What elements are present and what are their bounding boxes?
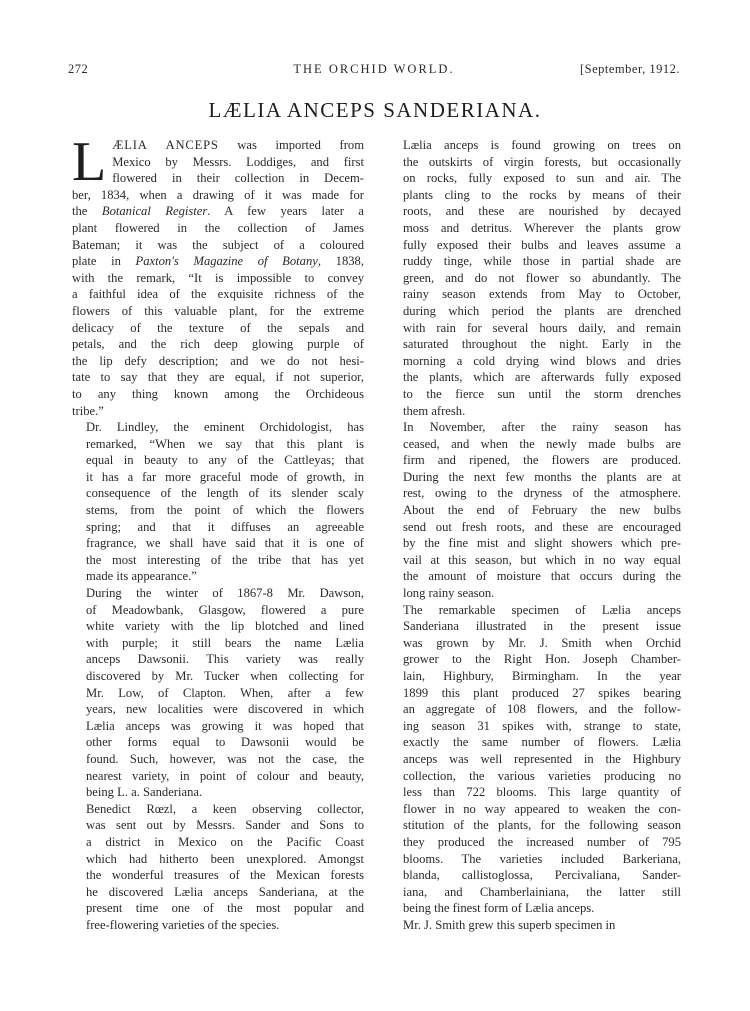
text-line xyxy=(389,900,681,917)
text-run: iana, and Chamberlainiana, the latter still xyxy=(403,884,681,899)
text-line xyxy=(389,253,681,270)
text-run: found. Such, however, was not the case, the xyxy=(86,751,364,766)
text-line xyxy=(72,436,364,453)
text-line xyxy=(389,651,681,668)
text-line xyxy=(72,851,364,868)
text-run: In November, after the rainy season has xyxy=(403,420,681,435)
text-run: . A few years later a xyxy=(207,204,364,219)
text-line xyxy=(72,585,364,602)
text-run: rest, owing to the dryness of the atmosphere. xyxy=(403,486,681,501)
right-column xyxy=(389,137,681,934)
text-run: exactly the same number of flowers. Lælia xyxy=(403,735,681,750)
text-run: lain, Highbury, Birmingham. In the year xyxy=(403,669,681,683)
text-run: Sanderiana illustrated in the present issue xyxy=(403,619,681,634)
text-run: fragrance, we shall have said that it is one of xyxy=(86,536,364,551)
text-run: anceps Dawsonii. This variety was really xyxy=(86,652,364,667)
text-line xyxy=(72,220,364,237)
text-line xyxy=(389,718,681,735)
left-column xyxy=(72,131,365,934)
text-line xyxy=(389,602,681,619)
text-line xyxy=(72,734,364,751)
text-run: they produced the increased number of 795 xyxy=(403,834,681,849)
text-run: 1899 this plant produced 27 spikes bearing xyxy=(403,685,681,700)
text-run: nearest variety, in point of colour and beauty, xyxy=(86,768,364,783)
text-line xyxy=(389,170,681,187)
text-line xyxy=(72,336,364,353)
text-line xyxy=(72,768,364,785)
text-line xyxy=(72,801,364,818)
text-run: Lælia anceps was growing it was hoped that xyxy=(86,718,364,733)
text-run: tribe.” xyxy=(72,403,104,418)
running-head xyxy=(68,62,680,80)
text-line xyxy=(389,701,681,718)
text-line xyxy=(72,303,364,320)
text-run: Botanical Register xyxy=(101,204,208,219)
text-line xyxy=(389,734,681,751)
text-line xyxy=(389,635,681,652)
text-run: other forms equal to Dawsonii would be xyxy=(86,735,364,750)
text-line xyxy=(389,203,681,220)
text-run: with purple; it still bears the name Lælia xyxy=(86,635,364,650)
text-line xyxy=(72,369,364,386)
text-run: flowers of this valuable plant, for the extreme xyxy=(72,303,364,318)
paragraph xyxy=(389,419,681,602)
text-run: roots, and these are nourished by decayed xyxy=(403,204,681,219)
text-run: collection, the various varieties producing no xyxy=(403,768,681,783)
text-line xyxy=(389,519,681,536)
text-line xyxy=(389,419,681,436)
text-line xyxy=(389,685,681,702)
text-run: remarked, “When we say that this plant is xyxy=(86,436,364,451)
text-line xyxy=(72,568,364,585)
text-line xyxy=(389,436,681,453)
text-line xyxy=(389,834,681,851)
text-line xyxy=(72,469,364,486)
text-line xyxy=(72,651,364,668)
text-run: plants cling to the rocks by means of their xyxy=(403,187,681,202)
text-run: on rocks, fully exposed to sun and air. The xyxy=(403,171,681,186)
text-line xyxy=(72,419,364,436)
text-line xyxy=(389,751,681,768)
drop-cap: L xyxy=(72,131,107,193)
text-line xyxy=(389,784,681,801)
text-line xyxy=(389,867,681,884)
text-line xyxy=(72,867,364,884)
text-run: plate in xyxy=(72,254,136,269)
text-run: Dr. Lindley, the eminent Orchidologist, has xyxy=(86,420,364,435)
text-line xyxy=(72,170,364,187)
text-line xyxy=(389,303,681,320)
text-run: to any thing known among the Orchideous xyxy=(72,386,364,401)
article-title: LÆLIA ANCEPS SANDERIANA. xyxy=(208,98,542,122)
text-line xyxy=(72,784,364,801)
text-run: the plants, which are afterwards fully exposed xyxy=(403,370,681,385)
text-line xyxy=(389,801,681,818)
text-run: a faithful idea of the exquisite richness of the xyxy=(72,287,364,302)
text-line xyxy=(72,137,364,154)
text-line xyxy=(389,851,681,868)
text-line xyxy=(72,552,364,569)
text-run: During the winter of 1867-8 Mr. Dawson, xyxy=(86,586,364,601)
text-run: spring; and that it diffuses an agreeable xyxy=(86,519,364,534)
text-run: flowered in their collection in Decem- xyxy=(112,171,364,186)
text-run: being L. a. Sanderiana. xyxy=(86,785,203,800)
text-run: ÆLIA ANCEPS xyxy=(112,138,219,152)
text-line xyxy=(72,270,364,287)
paragraph xyxy=(389,602,681,917)
text-run: them afresh. xyxy=(403,403,466,418)
text-run: with the remark, “It is impossible to convey xyxy=(72,270,364,285)
text-run: long rainy season. xyxy=(403,586,495,601)
text-run: a district in Mexico on the Pacific Coast xyxy=(86,834,364,849)
text-line xyxy=(72,834,364,851)
journal-title: THE ORCHID WORLD. xyxy=(293,62,455,76)
text-run: tate to say that they are equal, if not superior, xyxy=(72,370,364,385)
text-run: it has a far more graceful mode of growth, in xyxy=(86,469,364,484)
text-line xyxy=(72,519,364,536)
text-run: was sent out by Messrs. Sander and Sons to xyxy=(86,818,364,833)
paragraph xyxy=(72,131,365,419)
text-run: Mr. J. Smith grew this superb specimen in xyxy=(403,917,616,932)
text-line xyxy=(389,270,681,287)
text-run: ceased, and when the newly made bulbs are xyxy=(403,436,681,451)
text-line xyxy=(72,718,364,735)
text-run: ruddy tinge, while those in partial shade are xyxy=(403,254,681,269)
text-run: less than 722 blooms. This large quantity of xyxy=(403,785,681,800)
text-run: fully exposed their bulbs and leaves assume a xyxy=(403,237,681,252)
text-line xyxy=(72,386,364,403)
text-run: free-flowering varieties of the species. xyxy=(86,917,280,932)
text-run: ber, 1834, when a drawing of it was made for xyxy=(72,187,364,202)
text-run: the lip defy description; and we do not hesi- xyxy=(72,353,364,368)
text-run: being the finest form of Lælia anceps. xyxy=(403,901,595,916)
text-run: About the end of February the new bulbs xyxy=(403,503,681,518)
text-run: by the fine mist and slight showers which pre- xyxy=(403,536,681,551)
text-run: years, new localities were discovered in which xyxy=(86,702,364,717)
text-run: the amount of moisture that occurs during the xyxy=(403,569,681,584)
text-run: moss and detritus. Wherever the plants grow xyxy=(403,220,681,235)
text-run: plant flowered in the collection of James xyxy=(72,220,364,235)
text-run: consequence of the length of its slender scaly xyxy=(86,486,364,501)
text-run: ing season 31 spikes with, strange to state, xyxy=(403,718,681,733)
text-line xyxy=(72,817,364,834)
paragraph xyxy=(72,801,364,934)
text-line xyxy=(72,618,364,635)
text-line xyxy=(389,917,681,934)
text-run: The remarkable specimen of Lælia anceps xyxy=(403,602,681,617)
text-line xyxy=(389,452,681,469)
text-line xyxy=(389,386,681,403)
text-run: rainy season extends from May to October, xyxy=(403,287,681,302)
text-run: petals, and the rich deep glowing purple of xyxy=(72,337,364,352)
text-line xyxy=(72,320,364,337)
text-run: , 1838, xyxy=(317,254,364,269)
text-run: Bateman; it was the subject of a coloured xyxy=(72,237,364,252)
text-run: the outskirts of virgin forests, but occasionally xyxy=(403,154,681,169)
text-line xyxy=(389,369,681,386)
text-run: Paxton's Magazine of Botany xyxy=(135,254,318,269)
text-run: discovered by Mr. Tucker when collecting for xyxy=(86,669,364,683)
paragraph xyxy=(72,419,364,585)
text-line xyxy=(72,701,364,718)
text-line xyxy=(72,635,364,652)
text-line xyxy=(72,452,364,469)
text-run: vail at this season, but which in no way equal xyxy=(403,552,681,567)
text-run: with rain for several hours daily, and remain xyxy=(403,320,681,335)
text-line xyxy=(389,552,681,569)
text-run: flower in no way appeared to weaken the con- xyxy=(403,801,681,816)
text-run: was imported from xyxy=(218,138,365,152)
text-line xyxy=(72,353,364,370)
text-line xyxy=(389,502,681,519)
text-line xyxy=(389,768,681,785)
text-run: the xyxy=(72,204,102,219)
text-line xyxy=(389,585,681,602)
text-run: Mexico by Messrs. Loddiges, and first xyxy=(112,154,364,169)
text-run: to the fierce sun until the storm drenches xyxy=(403,386,681,401)
paragraph xyxy=(389,137,681,419)
text-run: delicacy of the texture of the sepals and xyxy=(72,320,364,335)
text-line xyxy=(72,900,364,917)
text-line xyxy=(389,403,681,420)
text-line xyxy=(72,485,364,502)
text-run: morning a cold drying wind blows and dries xyxy=(403,353,681,368)
text-line xyxy=(72,884,364,901)
text-line xyxy=(389,220,681,237)
text-run: made its appearance.” xyxy=(86,569,197,584)
text-run: blanda, callistoglossa, Percivaliana, Sander- xyxy=(403,868,681,883)
text-run: Mr. Low, of Clapton. When, after a few xyxy=(86,685,364,700)
text-run: blooms. The varieties included Barkeriana, xyxy=(403,851,681,866)
text-line xyxy=(389,237,681,254)
text-run: green, and do not flower so abundantly. The xyxy=(403,270,681,285)
text-run: present time one of the most popular and xyxy=(86,901,364,916)
text-run: anceps was well represented in the Highbury xyxy=(403,751,681,766)
text-line xyxy=(389,535,681,552)
issue-date: [September, 1912. xyxy=(580,62,680,76)
page-number: 272 xyxy=(68,62,89,76)
text-run: Benedict Rœzl, a keen observing collector, xyxy=(86,801,364,816)
text-run: Lælia anceps is found growing on trees on xyxy=(403,138,681,152)
text-line xyxy=(72,286,364,303)
text-run: send out fresh roots, and these are encouraged xyxy=(403,519,681,534)
text-line xyxy=(389,568,681,585)
text-run: During the next few months the plants are at xyxy=(403,469,681,484)
text-run: which had hitherto been unexplored. Amongst xyxy=(86,851,364,866)
text-line xyxy=(389,336,681,353)
text-line xyxy=(72,751,364,768)
text-run: stems, from the point of which the flowers xyxy=(86,503,364,518)
text-run: grower to the Right Hon. Joseph Chamber- xyxy=(403,652,681,667)
text-line xyxy=(72,917,364,934)
text-run: equal in beauty to any of the Cattleyas; that xyxy=(86,453,364,468)
text-run: the most interesting of the tribe that has yet xyxy=(86,552,364,567)
text-line xyxy=(389,884,681,901)
text-run: stitution of the plants, for the following season xyxy=(403,818,681,833)
text-line xyxy=(389,618,681,635)
text-line xyxy=(389,668,681,685)
text-run: white variety with the lip blotched and lined xyxy=(86,619,364,634)
text-line xyxy=(389,320,681,337)
paragraph xyxy=(72,585,364,801)
text-run: the wonderful treasures of the Mexican forests xyxy=(86,868,364,883)
text-line xyxy=(389,353,681,370)
text-line xyxy=(389,286,681,303)
text-line xyxy=(72,535,364,552)
text-line xyxy=(389,469,681,486)
text-run: an aggregate of 108 flowers, and the follow- xyxy=(403,702,681,717)
text-run: during which period the plants are drenched xyxy=(403,303,681,318)
text-run: he discovered Lælia anceps Sanderiana, at the xyxy=(86,884,364,899)
text-run: firm and ripened, the flowers are produced. xyxy=(403,453,681,468)
text-line xyxy=(72,502,364,519)
text-run: of Meadowbank, Glasgow, flowered a pure xyxy=(86,602,364,617)
text-line xyxy=(72,203,364,220)
text-line xyxy=(72,602,364,619)
text-line xyxy=(72,154,364,171)
text-line xyxy=(72,403,364,420)
text-run: was grown by Mr. J. Smith when Orchid xyxy=(403,635,681,650)
text-line xyxy=(389,154,681,171)
text-line xyxy=(72,187,364,204)
text-line xyxy=(72,685,364,702)
text-line xyxy=(389,187,681,204)
paragraph xyxy=(389,917,681,934)
text-line xyxy=(72,668,364,685)
text-line xyxy=(72,237,364,254)
text-run: saturated throughout the night. Early in the xyxy=(403,337,681,352)
text-line xyxy=(389,137,681,154)
text-line xyxy=(389,817,681,834)
text-line xyxy=(389,485,681,502)
text-line xyxy=(72,253,364,270)
